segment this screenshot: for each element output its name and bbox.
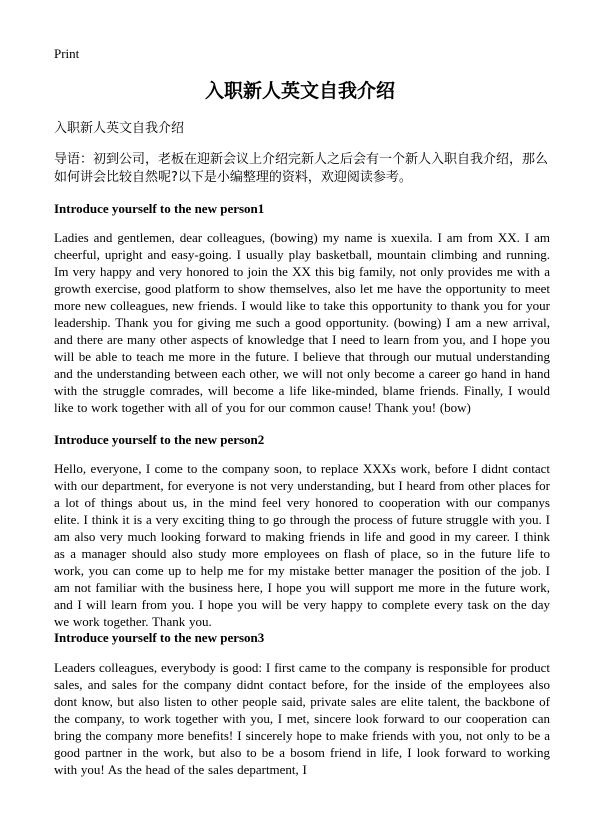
page-subtitle: 入职新人英文自我介绍 bbox=[54, 121, 185, 136]
page-title: 入职新人英文自我介绍 bbox=[204, 80, 395, 102]
section-body: Ladies and gentlemen, dear colleagues, (bowing) my name is xuexila. I am from XX. I am cheerful, upright and easy-going. I usually play basketball, mountain climbing and running. Im very happy and very honored to join the XX this big family, not only provides me with a growth exercise, good platform to show themselves, also let me have the opportunity to meet more new colleagues, new friends. I would like to take this opportunity to thank you for your leadership. Thank you for giving me such a good opportunity. (bowing) I am a new arrival, and there are many other aspects of knowledge that I need to learn from you, and I hope you will be able to teach me more in the future. I believe that through our mutual understanding and the understanding between each other, we will not only become a career go hand in hand with the struggle comrades, will become a life like-minded, blame friends. Finally, I would like to work together with all of you for our common cause! Thank you! (bow) bbox=[54, 230, 550, 415]
section-heading: Introduce yourself to the new person2 bbox=[54, 432, 265, 447]
section-heading: Introduce yourself to the new person1 bbox=[54, 201, 265, 216]
section-body: Leaders colleagues, everybody is good: I first came to the company is responsible for product sales, and sales for the company didnt contact before, for the inside of the employees also dont know, but also listen to other people said, private sales are elite talent, the backbone of the company, to work together with you, I met, sincere look forward to our cooperation can bring the company more benefits! I sincerely hope to make friends with you, not only to be a good partner in the work, but also to be a bosom friend in life, I look forward to working with you! As the head of the sales department, I bbox=[54, 660, 550, 777]
print-link[interactable]: Print bbox=[54, 46, 80, 61]
section-body: Hello, everyone, I come to the company soon, to replace XXXs work, before I didnt contact with our department, for everyone is not very understanding, but I heard from other places for a lot of things about us, in the mind feel very honored to cooperation with our companys elite. I think it is a very exciting thing to go through the process of future struggle with you. I am also very much looking forward to making friends in life and good in my career. I think as a manager should also study more employees on flash of place, so in the future life to work, you can come up to help me for my mistake better manager the position of the job. I am not familiar with the business here, I hope you will support me more in the future work, and I will learn from you. I hope you will be very happy to complete every task on the day we work together. Thank you. bbox=[54, 461, 550, 629]
intro-paragraph: 导语：初到公司，老板在迎新会议上介绍完新人之后会有一个新人入职自我介绍，那么如何讲会比较自然呢?以下是小编整理的资料，欢迎阅读参考。 bbox=[54, 152, 549, 185]
section-heading: Introduce yourself to the new person3 bbox=[54, 630, 265, 645]
